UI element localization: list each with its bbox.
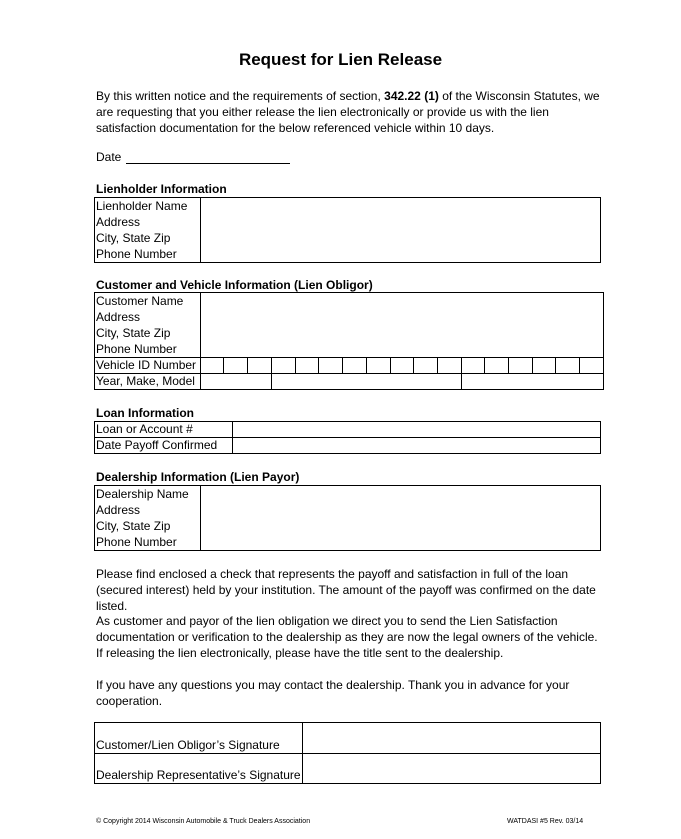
loan-table xyxy=(94,421,601,454)
account-label: Loan or Account # xyxy=(95,422,233,438)
vin-box[interactable] xyxy=(485,358,509,374)
intro-paragraph xyxy=(96,88,606,136)
vin-box[interactable] xyxy=(414,358,438,374)
lienholder-name-label: Lienholder Name xyxy=(96,199,188,213)
intro-after: of the Wisconsin Statutes, we are requesting that you either release the lien electronically or provide us with the lien satisfaction documentation for the below referenced vehicle within 10 days. xyxy=(96,89,600,135)
dealership-table xyxy=(94,485,601,551)
direction-paragraph: As customer and payor of the lien obligation we direct you to send the Lien Satisfaction documentation or verification to the dealership as they are now the legal owners of the vehicle. If releasing the lien electronically, please have the title sent to the dealership. xyxy=(96,614,598,660)
vin-label: Vehicle ID Number xyxy=(95,358,201,374)
year-field[interactable] xyxy=(201,374,272,390)
vin-box[interactable] xyxy=(556,358,580,374)
vin-box[interactable] xyxy=(533,358,556,374)
customer-name-label: Customer Name xyxy=(96,294,184,308)
lienholder-table xyxy=(94,197,601,263)
dealership-heading: Dealership Information (Lien Payor) xyxy=(96,470,300,484)
customer-signature-field[interactable] xyxy=(303,723,601,754)
lienholder-city-label: City, State Zip xyxy=(96,231,171,245)
lienholder-phone-label: Phone Number xyxy=(96,247,177,261)
date-label: Date xyxy=(96,150,122,164)
lienholder-address-label: Address xyxy=(96,215,141,229)
vin-box[interactable] xyxy=(248,358,272,374)
vin-box[interactable] xyxy=(462,358,485,374)
form-id: WATDASI #5 Rev. 03/14 xyxy=(507,818,584,825)
lienholder-labels xyxy=(95,198,201,263)
page-title: Request for Lien Release xyxy=(238,50,443,69)
contact-paragraph: If you have any questions you may contact the dealership. Thank you in advance for your cooperation. xyxy=(96,678,570,708)
lienholder-heading: Lienholder Information xyxy=(96,182,227,196)
customer-address-label: Address xyxy=(96,310,141,324)
customer-heading: Customer and Vehicle Information (Lien Obligor) xyxy=(96,278,373,292)
vin-row xyxy=(95,358,604,374)
customer-input-area[interactable] xyxy=(201,293,604,358)
date-field[interactable] xyxy=(126,163,290,164)
vin-box[interactable] xyxy=(509,358,533,374)
customer-city-label: City, State Zip xyxy=(96,326,171,340)
make-field[interactable] xyxy=(272,374,462,390)
model-field[interactable] xyxy=(462,374,604,390)
lienholder-input-area[interactable] xyxy=(201,198,601,263)
vin-box[interactable] xyxy=(367,358,391,374)
vin-box[interactable] xyxy=(296,358,319,374)
vin-box[interactable] xyxy=(391,358,414,374)
vin-box[interactable] xyxy=(201,358,224,374)
account-field[interactable] xyxy=(233,422,601,438)
dealership-name-label: Dealership Name xyxy=(96,487,189,501)
dealership-phone-label: Phone Number xyxy=(96,535,177,549)
dealer-signature-label: Dealership Representative’s Signature xyxy=(95,754,303,784)
customer-table xyxy=(94,292,604,390)
signature-table xyxy=(94,722,601,784)
loan-heading: Loan Information xyxy=(96,406,194,420)
vin-box[interactable] xyxy=(272,358,296,374)
vin-box[interactable] xyxy=(343,358,367,374)
copyright-text: © Copyright 2014 Wisconsin Automobile & Truck Dealers Association xyxy=(96,818,311,825)
dealership-input-area[interactable] xyxy=(201,486,601,551)
customer-labels xyxy=(95,293,201,358)
vin-box[interactable] xyxy=(580,358,604,374)
statute-ref: 342.22 (1) xyxy=(384,89,439,103)
dealership-labels xyxy=(95,486,201,551)
ymm-row xyxy=(95,374,604,390)
payoff-paragraph: Please find enclosed a check that represents the payoff and satisfaction in full of the loan (secured interest) held by your institution. The amount of the payoff was confirmed on the date listed. xyxy=(96,567,596,613)
payoff-date-label: Date Payoff Confirmed xyxy=(95,438,233,454)
dealership-city-label: City, State Zip xyxy=(96,519,171,533)
vin-box[interactable] xyxy=(224,358,248,374)
vin-box[interactable] xyxy=(319,358,343,374)
dealer-signature-field[interactable] xyxy=(303,754,601,784)
ymm-label: Year, Make, Model xyxy=(95,374,201,390)
dealership-address-label: Address xyxy=(96,503,141,517)
vin-box[interactable] xyxy=(438,358,462,374)
payoff-date-field[interactable] xyxy=(233,438,601,454)
intro-before: By this written notice and the requirements of section, xyxy=(96,89,385,103)
customer-phone-label: Phone Number xyxy=(96,342,177,356)
customer-signature-label: Customer/Lien Obligor’s Signature xyxy=(95,723,303,754)
